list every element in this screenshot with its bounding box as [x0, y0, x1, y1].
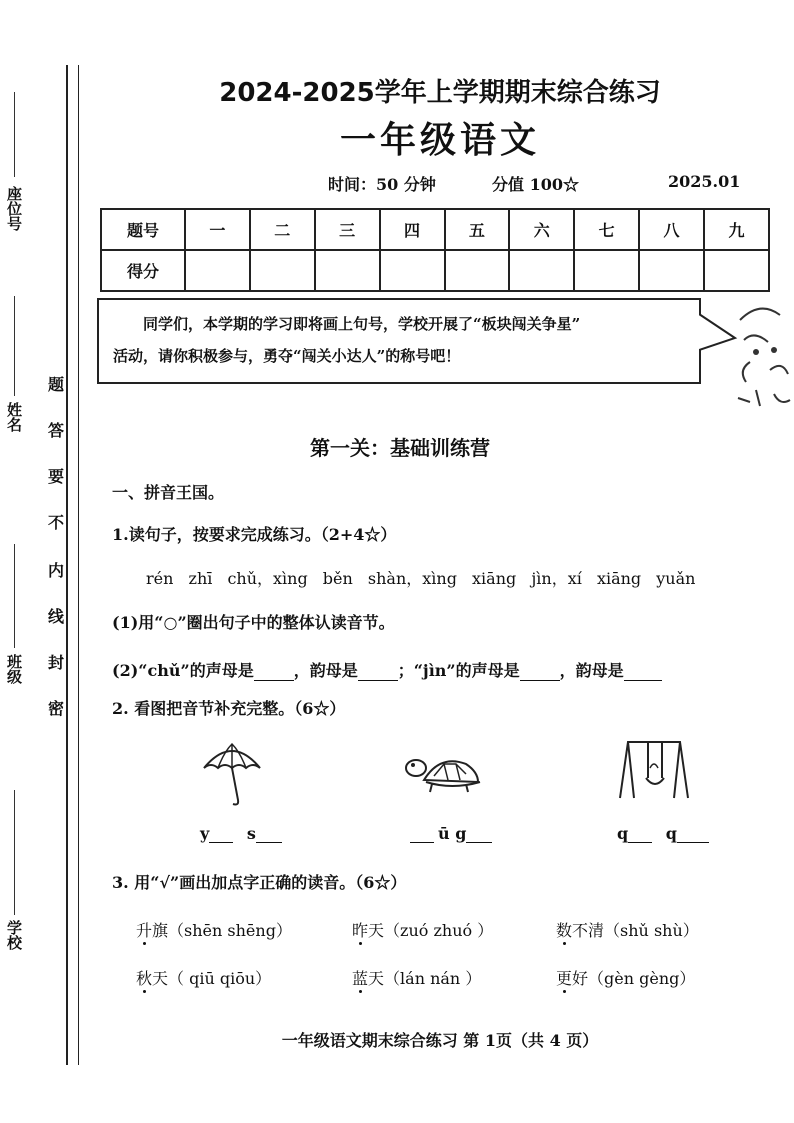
name-label: 姓名: [5, 402, 23, 432]
answer-blank[interactable]: [520, 664, 560, 681]
score-input-cell[interactable]: [185, 250, 250, 291]
q1b-text-2: ，韵母是: [293, 661, 358, 680]
exam-score-total: 分值 100☆: [492, 175, 579, 194]
seal-char-7: 封: [48, 653, 65, 672]
score-cell: 一: [185, 209, 250, 250]
q2-letter: s: [246, 824, 256, 843]
q3-dotted-char: 昨: [352, 921, 369, 940]
score-table-header-row: [101, 209, 769, 250]
q3-pinyin-options[interactable]: （zuó zhuó ）: [384, 921, 494, 940]
swing-icon: [614, 738, 694, 800]
q1-instruction-b: [112, 658, 662, 681]
score-input-cell[interactable]: [315, 250, 380, 291]
score-input-cell[interactable]: [574, 250, 639, 291]
q3-word-rest: 不清: [572, 921, 605, 940]
score-cell: 四: [380, 209, 445, 250]
exam-date: 2025.01: [668, 172, 741, 191]
turtle-icon: [404, 750, 484, 794]
seal-char-4: 不: [48, 513, 65, 532]
q3-pinyin-options[interactable]: （shēn shēng）: [168, 921, 292, 940]
seal-char-1: 题: [48, 375, 65, 394]
seal-char-3: 要: [48, 467, 65, 486]
q2-item-swing: [617, 824, 709, 843]
section-title: 第一关：基础训练营: [310, 436, 490, 460]
margin-line-outer: [66, 65, 68, 1065]
score-cell: 八: [639, 209, 704, 250]
answer-blank[interactable]: [209, 826, 233, 843]
notice-line-1: 同学们，本学期的学习即将画上句号，学校开展了“板块闯关争星”: [143, 315, 581, 333]
score-cell: 二: [250, 209, 315, 250]
q3-dotted-char: 蓝: [352, 969, 369, 988]
score-input-cell[interactable]: [639, 250, 704, 291]
seal-char-6: 线: [48, 607, 65, 626]
score-input-cell[interactable]: [250, 250, 315, 291]
umbrella-icon: [200, 738, 264, 808]
name-blank: [14, 296, 15, 396]
answer-blank[interactable]: [628, 826, 652, 843]
subject-title: 一年级语文: [339, 120, 540, 161]
answer-blank[interactable]: [466, 826, 492, 843]
score-input-cell[interactable]: [704, 250, 769, 291]
seal-char-2: 答: [48, 421, 65, 440]
q3-dotted-char: 更: [556, 969, 573, 988]
score-input-cell[interactable]: [509, 250, 574, 291]
score-cell: 题号: [101, 209, 185, 250]
q3-item: [352, 966, 481, 989]
q3-dotted-char: 秋: [136, 969, 153, 988]
answer-blank[interactable]: [677, 826, 709, 843]
q3-item: [556, 966, 695, 989]
score-cell: 三: [315, 209, 380, 250]
q3-item: [352, 918, 493, 941]
q1b-text-1: (2)“chǔ”的声母是: [112, 661, 254, 680]
seal-char-8: 密: [48, 699, 65, 718]
q3-word-rest: 好: [572, 969, 589, 988]
seat-label: 座位号: [5, 186, 23, 231]
q3-word-rest: 天: [152, 969, 169, 988]
score-cell: 六: [509, 209, 574, 250]
q3-pinyin-options[interactable]: （gèn gèng）: [588, 969, 696, 988]
score-table-score-row: [101, 250, 769, 291]
score-input-cell[interactable]: [445, 250, 510, 291]
answer-blank[interactable]: [410, 826, 434, 843]
question-1: 1.读句子，按要求完成练习。（2+4☆）: [112, 525, 397, 544]
notice-line-2: 活动，请你积极参与，勇夺“闯关小达人”的称号吧！: [113, 347, 461, 365]
answer-blank[interactable]: [358, 664, 398, 681]
q3-word-rest: 旗: [152, 921, 169, 940]
q2-letter: ū g: [438, 824, 467, 843]
margin-line-inner: [78, 65, 79, 1065]
score-input-cell[interactable]: [380, 250, 445, 291]
page-footer: 一年级语文期末综合练习 第 1页（共 4 页）: [281, 1031, 599, 1050]
score-cell: 五: [445, 209, 510, 250]
q3-pinyin-options[interactable]: （ qiū qiōu）: [168, 969, 272, 988]
q1-pinyin-sentence: rén zhī chǔ，xìng běn shàn，xìng xiāng jìn，xí xiāng yuǎn: [146, 569, 696, 588]
q1-instruction-a: (1)用“○”圈出句子中的整体认读音节。: [112, 613, 395, 632]
q3-word-rest: 天: [368, 921, 385, 940]
q2-item-turtle: [410, 824, 492, 843]
score-cell: 九: [704, 209, 769, 250]
answer-blank[interactable]: [624, 664, 662, 681]
q2-item-umbrella: [200, 824, 282, 843]
mascot-sketch-icon: [730, 290, 794, 420]
notice-box: [97, 298, 701, 384]
score-table: [100, 208, 770, 292]
seat-blank: [14, 92, 15, 177]
class-label: 班级: [5, 654, 23, 684]
q3-pinyin-options[interactable]: （lán nán ）: [384, 969, 482, 988]
question-3: 3. 用“√”画出加点字正确的读音。（6☆）: [112, 873, 407, 892]
q2-letter: q: [665, 824, 677, 843]
part-one-heading: 一、拼音王国。: [112, 483, 225, 502]
q3-item: [136, 966, 271, 989]
q3-dotted-char: 数: [556, 921, 573, 940]
answer-blank[interactable]: [254, 664, 294, 681]
q3-dotted-char: 升: [136, 921, 153, 940]
q2-letter: y: [200, 824, 210, 843]
score-row-label: 得分: [101, 250, 185, 291]
exam-time: 时间：50 分钟: [328, 175, 436, 194]
school-blank: [14, 790, 15, 915]
q3-item: [136, 918, 292, 941]
score-cell: 七: [574, 209, 639, 250]
question-2: 2. 看图把音节补充完整。（6☆）: [112, 699, 346, 718]
exam-title: 2024-2025学年上学期期末综合练习: [219, 78, 661, 108]
q1b-text-3: ；“jìn”的声母是: [397, 661, 520, 680]
class-blank: [14, 544, 15, 648]
q1b-text-4: ，韵母是: [559, 661, 624, 680]
q3-item: [556, 918, 699, 941]
seal-char-5: 内: [48, 561, 65, 580]
answer-blank[interactable]: [256, 826, 282, 843]
school-label: 学校: [5, 920, 23, 950]
q3-pinyin-options[interactable]: （shǔ shù）: [604, 921, 699, 940]
q2-letter: q: [617, 824, 629, 843]
q3-word-rest: 天: [368, 969, 385, 988]
